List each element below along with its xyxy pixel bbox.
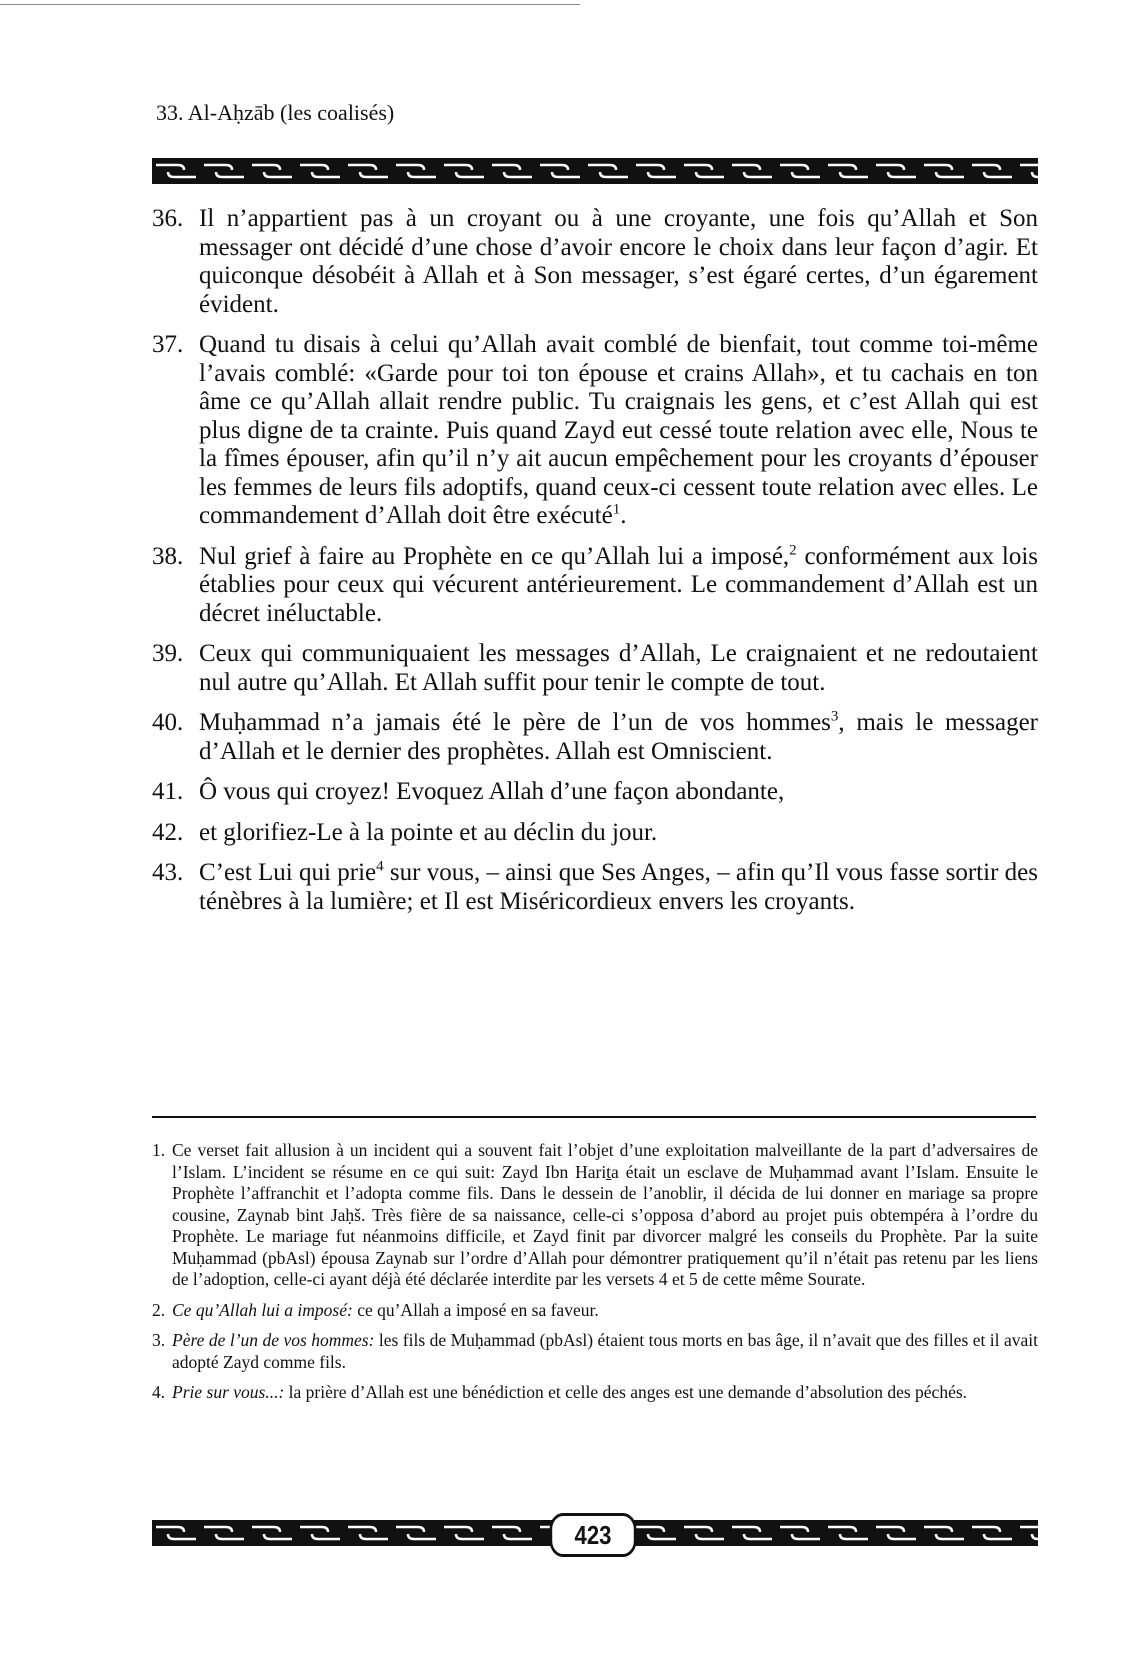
footnote-3 [152, 1330, 1038, 1373]
verse-list [152, 205, 1038, 928]
verse-43 [152, 859, 1038, 916]
verse-39 [152, 640, 1038, 697]
footnote-list [152, 1140, 1038, 1413]
footnote-body: la prière d’Allah est une bénédiction et celle des anges est une demande d’absolution des péchés. [284, 1382, 968, 1402]
verse-text [199, 709, 1038, 766]
verse-tail: conformément aux lois établies pour ceux qui vécurent antérieurement. Le commandement d’Allah est un décret inéluctable. [199, 542, 1038, 627]
ornament-pattern [152, 158, 1038, 184]
footnote-1 [152, 1140, 1038, 1291]
verse-tail: , mais le messager d’Allah et le dernier des prophètes. Allah est Omniscient. [199, 709, 1038, 765]
footnote-number: 2. [152, 1299, 166, 1320]
verse-37 [152, 331, 1038, 531]
footnote-text [172, 1300, 1038, 1322]
footnote-text: Ce verset fait allusion à un incident qui a souvent fait l’objet d’une exploitation malveillante de la part d’adversaires de l’Islam. L’incident se résume en ce qui suit: Zayd Ibn Hariṯa était un esclave de Muḥammad avant l’Islam. Ensuite le Prophète l’affranchit et l’adopta comme fils. Dans le dessein de l’anoblir, il décida de lui donner en mariage sa propre cousine, Zaynab bint Jaḥš. Très fière de sa naissance, celle-ci s’opposa d’abord au projet puis obtempéra à l’ordre du Prophète. Le mariage fut néanmoins difficile, et Zayd finit par divorcer malgré les conseils du Prophète. Par la suite Muḥammad (pbAsl) épousa Zaynab sur l’ordre d’Allah pour démontrer pratiquement qu’il n’était pas retenu par les liens de l’adoption, celle-ci ayant déjà été déclarée interdite par les versets 4 et 5 de cette même Sourate. [172, 1140, 1038, 1289]
verse-number: 41. [152, 778, 184, 805]
verse-body: Quand tu disais à celui qu’Allah avait comblé de bienfait, tout comme toi-même l’avais comblé: «Garde pour toi ton épouse et crains Allah», et tu cachais en ton âme ce qu’Allah allait rendre public. Tu craignais les gens, et c’est Allah qui est plus digne de ta crainte. Puis quand Zayd eut cessé toute relation avec elle, Nous te la fîmes épouser, afin qu’il n’y ait aucun empêchement pour les croyants d’épouser les femmes de leurs fils adoptifs, quand ceux-ci cessent toute relation avec elles. Le commandement d’Allah doit être exécuté [199, 331, 1038, 529]
verse-38 [152, 543, 1038, 629]
verse-tail: sur vous, – ainsi que Ses Anges, – afin qu’Il vous fasse sortir des ténèbres à la lumière; et Il est Miséricordieux envers les croyants. [199, 859, 1038, 915]
verse-number: 43. [152, 859, 184, 886]
verse-41 [152, 778, 1038, 807]
footnote-lead: Père de l’un de vos hommes: [172, 1330, 375, 1350]
verse-text: Ceux qui communiquaient les messages d’Allah, Le craignaient et ne redoutaient nul autre qu’Allah. Et Allah suffit pour tenir le compte de tout. [199, 640, 1038, 696]
footnote-text [172, 1382, 1038, 1404]
verse-text [199, 331, 1038, 531]
footnote-number: 4. [152, 1382, 166, 1402]
verse-body: Muḥammad n’a jamais été le père de l’un de vos hommes [199, 709, 831, 736]
verse-36 [152, 205, 1038, 319]
verse-number: 42. [152, 818, 184, 846]
footnote-number: 1. [152, 1140, 166, 1160]
footnote-ref: 3 [830, 708, 839, 725]
verse-number: 38. [152, 542, 184, 570]
footnote-ref: 4 [376, 858, 384, 875]
verse-text [199, 543, 1038, 629]
footnote-2 [152, 1300, 1038, 1322]
verse-text: et glorifiez-Le à la pointe et au déclin du jour. [199, 818, 658, 846]
top-ornament-band [152, 158, 1038, 184]
verse-text [199, 859, 1038, 916]
footnote-4 [152, 1382, 1038, 1404]
verse-40 [152, 709, 1038, 766]
footnote-lead: Prie sur vous...: [172, 1382, 285, 1402]
verse-body: Nul grief à faire au Prophète en ce qu’Allah lui a imposé, [199, 542, 790, 570]
top-rule [0, 4, 580, 5]
verse-tail: . [620, 502, 627, 529]
verse-number: 39. [152, 640, 184, 667]
verse-number: 40. [152, 709, 184, 736]
footnote-lead: Ce qu’Allah lui a imposé: [172, 1299, 353, 1320]
footnote-text [172, 1330, 1038, 1373]
footnote-ref: 2 [789, 542, 797, 559]
verse-body: C’est Lui qui prie [199, 859, 377, 886]
page-number: 423 [550, 1513, 637, 1557]
verse-text: Ô vous qui croyez! Evoquez Allah d’une façon abondante, [199, 778, 785, 805]
verse-number: 37. [152, 331, 184, 358]
footnote-ref: 1 [612, 501, 621, 518]
verse-number: 36. [152, 205, 184, 232]
verse-text: Il n’appartient pas à un croyant ou à une croyante, une fois qu’Allah et Son messager ont décidé d’une chose d’avoir encore le choix dans leur façon d’agir. Et quiconque désobéit à Allah et à Son messager, s’est égaré certes, d’un égarement évident. [199, 205, 1038, 318]
verse-42 [152, 819, 1038, 848]
footnote-number: 3. [152, 1330, 166, 1350]
page-header: 33. Al-Aḥzāb (les coalisés) [156, 100, 395, 125]
footnote-body: ce qu’Allah a imposé en sa faveur. [352, 1299, 599, 1320]
footnote-body: les fils de Muḥammad (pbAsl) étaient tous morts en bas âge, il n’avait que des filles et il avait adopté Zayd comme fils. [172, 1330, 1038, 1372]
footnote-divider [152, 1116, 1036, 1118]
